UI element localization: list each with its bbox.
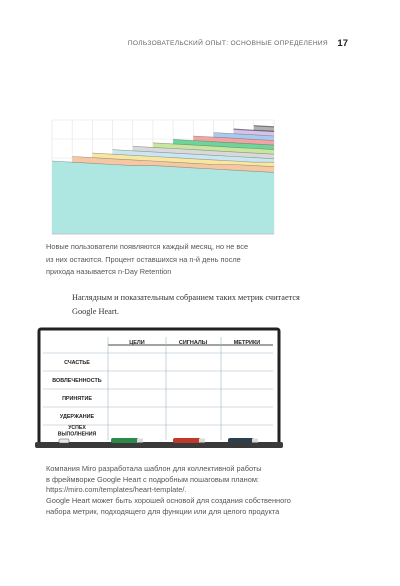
heart-whiteboard xyxy=(33,325,283,457)
body-line: Google Heart. xyxy=(72,306,119,316)
row-label-task-success: УСПЕХ ВЫПОЛНЕНИЯ xyxy=(57,425,97,438)
miro-caption-line: Google Heart может быть хорошей основой для создания собственного xyxy=(46,496,291,506)
column-header-goals: ЦЕЛИ xyxy=(129,340,145,346)
row-label-engagement: ВОВЛЕЧЕННОСТЬ xyxy=(52,378,102,384)
eraser-icon xyxy=(59,439,69,443)
body-line: Наглядным и показательным собранием таких метрик считается xyxy=(72,293,300,302)
chart-caption-line: Новые пользователи появляются каждый месяц, но не все xyxy=(46,242,249,251)
body-paragraph xyxy=(72,291,362,318)
marker-icon xyxy=(228,438,258,443)
area-series xyxy=(52,161,274,234)
retention-chart-svg xyxy=(46,118,276,236)
running-title: ПОЛЬЗОВАТЕЛЬСКИЙ ОПЫТ: ОСНОВНЫЕ ОПРЕДЕЛЕНИЯ xyxy=(127,40,328,47)
miro-caption-line: Компания Miro разработала шаблон для коллективной работы xyxy=(46,464,262,473)
row-label-retention: УДЕРЖАНИЕ xyxy=(59,414,95,420)
chart-caption-line: прихода называется n-Day Retention xyxy=(46,267,172,276)
column-header-signals: СИГНАЛЫ xyxy=(178,340,208,346)
miro-caption-line: набора метрик, подходящего для функции или для целого продукта xyxy=(46,506,280,516)
retention-chart xyxy=(46,118,276,236)
miro-caption xyxy=(46,464,346,518)
page-number: 17 xyxy=(337,38,348,49)
marker-icon xyxy=(111,438,143,443)
miro-caption-link[interactable]: https://miro.com/templates/heart-template/. xyxy=(46,485,187,495)
column-header-metrics: МЕТРИКИ xyxy=(233,340,261,346)
miro-caption-line: в фреймворке Google Heart с подробным пошаговым планом: xyxy=(46,474,259,484)
page-header xyxy=(0,39,400,53)
row-label-happiness: СЧАСТЬЕ xyxy=(64,360,90,366)
marker-icon xyxy=(173,438,205,443)
chart-caption xyxy=(46,241,286,279)
chart-caption-line: из них остаются. Процент оставшихся на n-й день после xyxy=(46,254,241,264)
row-label-adoption: ПРИНЯТИЕ xyxy=(62,396,92,402)
whiteboard-illustration xyxy=(33,325,283,457)
